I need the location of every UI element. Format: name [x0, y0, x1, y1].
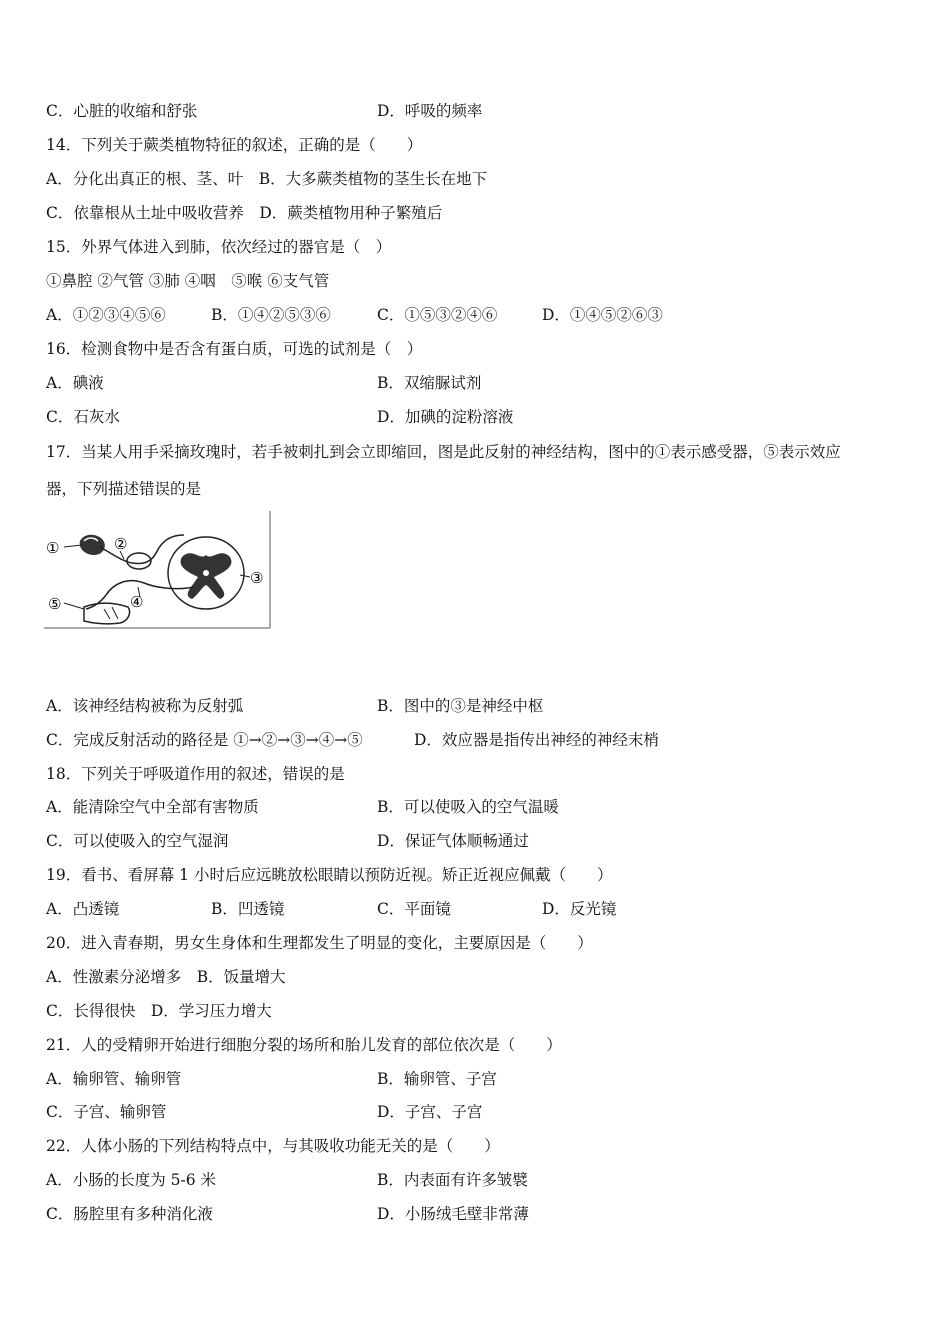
q17-stem-line1: 17．当某人用手采摘玫瑰时，若手被刺扎到会立即缩回，图是此反射的神经结构，图中的①表示感受器，⑤表示效应: [46, 443, 841, 461]
q13-option-d: D．呼吸的频率: [377, 102, 483, 120]
q21-stem: 21．人的受精卵开始进行细胞分裂的场所和胎儿发育的部位依次是（ ）: [46, 1036, 562, 1054]
q17-option-d: D．效应器是指传出神经的神经末梢: [414, 731, 659, 749]
q15-option-c: C．①⑤③②④⑥: [377, 306, 498, 324]
q18-stem: 18．下列关于呼吸道作用的叙述，错误的是: [46, 765, 345, 783]
q17-option-a: A．该神经结构被称为反射弧: [46, 697, 244, 715]
q19-option-a: A．凸透镜: [46, 900, 120, 918]
q17-options-cd: [0, 730, 950, 750]
q17-option-c: C．完成反射活动的路径是 ①→②→③→④→⑤: [46, 731, 363, 749]
q18-options-cd: [0, 831, 950, 851]
q15-option-d: D．①④⑤②⑥③: [542, 306, 663, 324]
reflex-arc-diagram: [44, 511, 272, 629]
q22-option-d: D．小肠绒毛壁非常薄: [377, 1205, 529, 1223]
effector-hatching: [104, 607, 118, 619]
label-3-leader: [240, 575, 250, 577]
q21-option-a: A．输卵管、输卵管: [46, 1070, 182, 1088]
q17-option-b: B．图中的③是神经中枢: [377, 697, 544, 715]
q18-option-b: B．可以使吸入的空气温暖: [377, 798, 559, 816]
label-5: ⑤: [48, 595, 62, 613]
q16-option-a: A．碘液: [46, 374, 104, 392]
q22-options-cd: [0, 1204, 950, 1224]
q16-stem: 16．检测食物中是否含有蛋白质，可选的试剂是（ ）: [46, 340, 423, 358]
q21-option-d: D．子宫、子宫: [377, 1103, 483, 1121]
q14-options-ab: A．分化出真正的根、茎、叶 B．大多蕨类植物的茎生长在地下: [46, 170, 488, 188]
q18-option-c: C．可以使吸入的空气湿润: [46, 832, 229, 850]
q19-option-c: C．平面镜: [377, 900, 451, 918]
q15-stem: 15．外界气体进入到肺，依次经过的器官是（ ）: [46, 238, 392, 256]
q21-option-c: C．子宫、输卵管: [46, 1103, 167, 1121]
label-3: ③: [250, 569, 264, 587]
q15-items: ①鼻腔 ②气管 ③肺 ④咽 ⑤喉 ⑥支气管: [46, 272, 330, 290]
label-1: ①: [46, 539, 60, 557]
q21-option-b: B．输卵管、子宫: [377, 1070, 497, 1088]
q14-options-cd: C．依靠根从土址中吸收营养 D．蕨类植物用种子繁殖后: [46, 204, 443, 222]
q20-stem: 20．进入青春期，男女生身体和生理都发生了明显的变化，主要原因是（ ）: [46, 934, 593, 952]
reflex-arc-figure: [44, 511, 272, 629]
label-4: ④: [130, 593, 144, 611]
q17-options-ab: [0, 696, 950, 716]
q16-option-b: B．双缩脲试剂: [377, 374, 482, 392]
q19-option-b: B．凹透镜: [211, 900, 285, 918]
q22-options-ab: [0, 1170, 950, 1190]
q19-stem: 19．看书、看屏幕 1 小时后应远眺放松眼睛以预防近视。矫正近视应佩戴（ ）: [46, 866, 613, 884]
label-2: ②: [114, 535, 128, 553]
q18-option-d: D．保证气体顺畅通过: [377, 832, 529, 850]
q13-options-cd: [0, 101, 950, 121]
gray-matter: [181, 553, 232, 599]
q22-option-b: B．内表面有许多皱襞: [377, 1171, 528, 1189]
q20-options-cd: C．长得很快 D．学习压力增大: [46, 1002, 272, 1020]
q22-option-a: A．小肠的长度为 5-6 米: [46, 1171, 217, 1189]
q19-option-d: D．反光镜: [542, 900, 617, 918]
q22-stem: 22．人体小肠的下列结构特点中，与其吸收功能无关的是（ ）: [46, 1137, 500, 1155]
q21-options-cd: [0, 1102, 950, 1122]
q18-option-a: A．能清除空气中全部有害物质: [46, 798, 259, 816]
q17-stem-line2: 器，下列描述错误的是: [46, 480, 202, 498]
q21-options-ab: [0, 1069, 950, 1089]
q15-option-b: B．①④②⑤③⑥: [211, 306, 331, 324]
q20-options-ab: A．性激素分泌增多 B．饭量增大: [46, 968, 286, 986]
q14-stem: 14．下列关于蕨类植物特征的叙述，正确的是（ ）: [46, 136, 423, 154]
q16-option-d: D．加碘的淀粉溶液: [377, 408, 514, 426]
q16-options-cd: [0, 407, 950, 427]
q15-option-a: A．①②③④⑤⑥: [46, 306, 166, 324]
q22-option-c: C．肠腔里有多种消化液: [46, 1205, 213, 1223]
label-1-leader: [64, 545, 82, 547]
q15-options: [0, 305, 950, 325]
central-canal: [203, 570, 209, 576]
q19-options: [0, 899, 950, 919]
q16-option-c: C．石灰水: [46, 408, 120, 426]
q16-options-ab: [0, 373, 950, 393]
label-5-leader: [64, 603, 84, 609]
q13-option-c: C．心脏的收缩和舒张: [46, 102, 198, 120]
q18-options-ab: [0, 797, 950, 817]
